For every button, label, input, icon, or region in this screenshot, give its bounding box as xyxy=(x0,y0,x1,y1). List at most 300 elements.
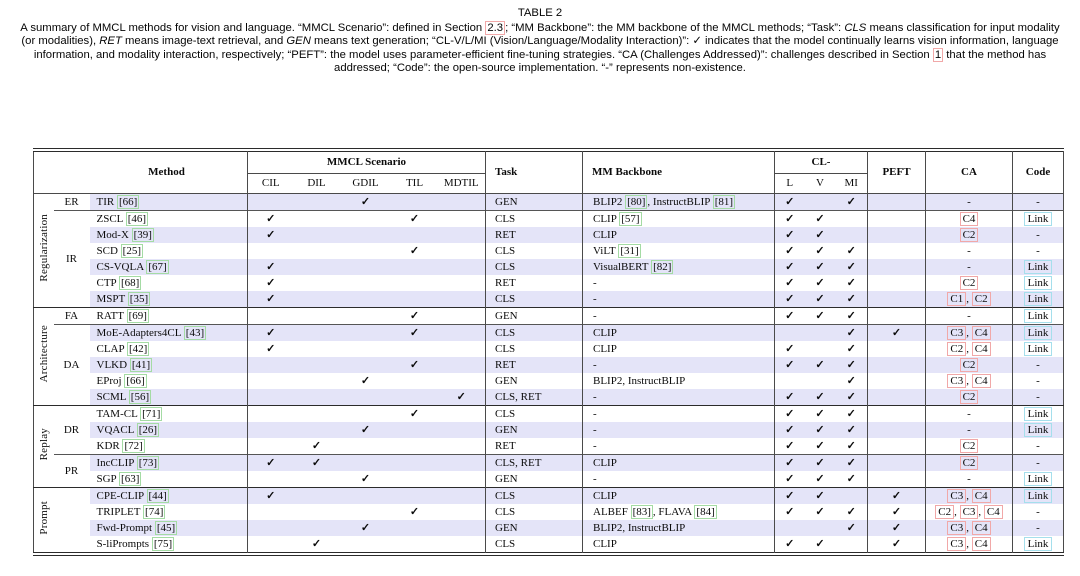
text: EProj xyxy=(96,375,125,387)
cell-code xyxy=(1013,422,1064,438)
column-header-ca: CA xyxy=(926,152,1013,194)
mmcl-table xyxy=(33,151,1064,553)
citation-link[interactable]: [57] xyxy=(621,213,640,225)
cell-method xyxy=(90,325,248,342)
checkmark-icon: ✓ xyxy=(815,473,825,485)
caption-segment: means text generation; “CL-V/L/MI (Vision/Language/Modality Interaction)”: ✓ indicates that the model continually learns vision information, language information, and modality interaction, respectively; “PEFT”: the model uses parameter-efficient fine-tuning strategies. “CA (Challenges Addressed)”: challenges described in Section xyxy=(33,35,1059,61)
checkmark-icon: ✓ xyxy=(392,211,438,228)
cell-scenario-dil xyxy=(294,227,340,243)
cell-backbone xyxy=(583,325,775,342)
cell-backbone xyxy=(583,455,775,472)
cell-task: CLS xyxy=(486,341,583,357)
challenge-ref-link[interactable]: C2 xyxy=(960,456,979,470)
checkmark-icon: ✓ xyxy=(340,194,392,211)
checkmark-icon: ✓ xyxy=(868,488,926,505)
cell-cl-v xyxy=(805,341,836,357)
text: CLIP xyxy=(593,490,617,502)
citation-link[interactable]: [80] xyxy=(627,196,646,208)
citation-link[interactable]: [41] xyxy=(131,359,151,371)
cell-code: - xyxy=(1013,520,1064,536)
checkmark-icon: ✓ xyxy=(775,211,805,228)
cell-scenario-dil xyxy=(294,520,340,536)
checkmark-icon: ✓ xyxy=(775,357,805,373)
challenge-ref-link[interactable]: C2 xyxy=(960,276,979,290)
cell-ca: C3 , C4 xyxy=(926,536,1013,553)
citation-link[interactable]: [71] xyxy=(142,408,161,420)
cell-scenario-mdtil xyxy=(438,227,486,243)
cell-method xyxy=(90,243,248,259)
column-header-cl-v: V xyxy=(805,174,836,194)
text: CTP xyxy=(96,277,120,289)
citation-link[interactable]: [63] xyxy=(121,473,140,485)
checkmark-icon: ✓ xyxy=(775,422,805,438)
text: BLIP2, InstructBLIP xyxy=(593,522,686,534)
category-label xyxy=(34,406,54,488)
citation-link[interactable]: [82] xyxy=(653,261,672,273)
cell-task: CLS xyxy=(486,406,583,423)
checkmark-icon: ✓ xyxy=(805,227,836,243)
code-link[interactable]: Link xyxy=(1024,292,1053,306)
cell-peft xyxy=(868,341,926,357)
cell-peft xyxy=(868,373,926,389)
group-label xyxy=(54,488,90,553)
cell-peft xyxy=(868,291,926,308)
category-label-text: Prompt xyxy=(37,500,50,535)
cell-backbone: - xyxy=(583,471,775,488)
cell-scenario-dil xyxy=(294,389,340,406)
checkmark-icon: ✓ xyxy=(805,488,836,505)
cell-scenario-mdtil xyxy=(438,275,486,291)
challenge-ref-link[interactable]: C2 xyxy=(972,292,991,306)
cell-code xyxy=(1013,488,1064,505)
checkmark-icon: ✓ xyxy=(248,275,294,291)
cell-backbone xyxy=(583,504,775,520)
checkmark-icon: ✓ xyxy=(846,473,856,485)
cell-backbone: - xyxy=(583,422,775,438)
checkmark-icon: ✓ xyxy=(836,357,868,373)
cell-code xyxy=(1013,536,1064,553)
text: ViLT xyxy=(593,245,619,257)
challenge-ref-link[interactable]: C4 xyxy=(972,326,991,340)
citation-link[interactable]: [66] xyxy=(126,375,145,387)
cell-scenario-til xyxy=(392,227,438,243)
cell-scenario-dil xyxy=(294,275,340,291)
cell-backbone xyxy=(583,373,775,389)
cell-scenario-dil xyxy=(294,194,340,211)
cell-cl-v xyxy=(805,325,836,342)
cell-peft xyxy=(868,471,926,488)
citation-link[interactable]: [26] xyxy=(138,424,158,436)
cell-backbone xyxy=(583,211,775,228)
category-label xyxy=(34,488,54,553)
cell-ca: C1 , C2 xyxy=(926,291,1013,308)
citation-link[interactable]: [42] xyxy=(128,343,148,355)
checkmark-icon: ✓ xyxy=(836,194,868,211)
cell-scenario-cil xyxy=(248,438,294,455)
cell-task: CLS xyxy=(486,488,583,505)
table-body xyxy=(34,194,1064,553)
cell-peft xyxy=(868,211,926,228)
cell-peft xyxy=(868,259,926,275)
challenge-ref-link[interactable]: C3 xyxy=(960,505,979,519)
text: IncCLIP xyxy=(96,457,137,469)
checkmark-icon: ✓ xyxy=(248,341,294,357)
cell-cl-mi xyxy=(836,227,868,243)
cell-peft xyxy=(868,194,926,211)
cell-ca xyxy=(926,389,1013,406)
cell-scenario-dil xyxy=(294,406,340,423)
code-link[interactable]: Link xyxy=(1024,537,1053,551)
cell-ca: C3 , C4 xyxy=(926,520,1013,536)
text: , FLAVA xyxy=(652,506,695,518)
citation-link[interactable]: [56] xyxy=(130,391,150,403)
caption-segment: ; “MM Backbone”: the MM backbone of the MMCL methods; “Task”: xyxy=(505,21,845,34)
checkmark-icon: ✓ xyxy=(775,438,805,455)
cell-ca: - xyxy=(926,471,1013,488)
column-header-dil: DIL xyxy=(294,174,340,194)
table-row xyxy=(34,389,1064,406)
text: KDR xyxy=(96,440,123,452)
section-ref-link[interactable]: 1 xyxy=(934,48,942,61)
challenge-ref-link[interactable]: C3 xyxy=(947,537,966,551)
cell-scenario-mdtil xyxy=(438,488,486,505)
cell-scenario-gdil xyxy=(340,488,392,505)
challenge-ref-link[interactable]: C2 xyxy=(960,228,979,242)
cell-method xyxy=(90,536,248,553)
cell-cl-mi xyxy=(836,488,868,505)
citation-link[interactable]: [84] xyxy=(696,506,715,518)
challenge-ref-link[interactable]: C4 xyxy=(972,374,991,388)
table-row xyxy=(34,227,1064,243)
cell-code: - xyxy=(1013,455,1064,472)
cell-scenario-gdil xyxy=(340,438,392,455)
cell-code: - xyxy=(1013,389,1064,406)
cell-scenario-mdtil xyxy=(438,308,486,325)
cell-scenario-cil xyxy=(248,406,294,423)
citation-link[interactable]: [66] xyxy=(118,196,138,208)
challenge-ref-link[interactable]: C2 xyxy=(960,439,979,453)
checkmark-icon: ✓ xyxy=(805,211,836,228)
checkmark-icon: ✓ xyxy=(815,245,825,257)
cell-code xyxy=(1013,341,1064,357)
code-link[interactable]: Link xyxy=(1024,212,1053,226)
checkmark-icon: ✓ xyxy=(438,389,486,406)
code-link[interactable]: Link xyxy=(1024,326,1053,340)
cell-scenario-mdtil xyxy=(438,291,486,308)
cell-method xyxy=(90,227,248,243)
cell-scenario-gdil xyxy=(340,243,392,259)
challenge-ref-link[interactable]: C3 xyxy=(947,374,966,388)
checkmark-icon: ✓ xyxy=(775,275,805,291)
checkmark-icon: ✓ xyxy=(846,375,856,387)
code-link[interactable]: Link xyxy=(1024,260,1053,274)
text: TIR xyxy=(96,196,117,208)
cell-scenario-cil xyxy=(248,389,294,406)
table-row xyxy=(34,341,1064,357)
cell-cl-mi xyxy=(836,211,868,228)
cell-scenario-dil xyxy=(294,291,340,308)
cell-code: - xyxy=(1013,243,1064,259)
challenge-ref-link[interactable]: C4 xyxy=(984,505,1003,519)
cell-scenario-gdil xyxy=(340,259,392,275)
checkmark-icon: ✓ xyxy=(868,325,926,342)
citation-link[interactable]: [73] xyxy=(138,457,158,469)
checkmark-icon: ✓ xyxy=(775,504,805,520)
text: SCML xyxy=(96,391,129,403)
cell-ca xyxy=(926,211,1013,228)
checkmark-icon: ✓ xyxy=(775,406,805,423)
checkmark-icon: ✓ xyxy=(248,455,294,472)
cell-scenario-til xyxy=(392,194,438,211)
cell-task: RET xyxy=(486,438,583,455)
cell-scenario-cil xyxy=(248,422,294,438)
cell-task: GEN xyxy=(486,373,583,389)
column-header-cl: CL- xyxy=(775,152,868,174)
checkmark-icon: ✓ xyxy=(775,291,805,308)
challenge-ref-link[interactable]: C2 xyxy=(960,358,979,372)
checkmark-icon: ✓ xyxy=(392,325,438,342)
cell-peft xyxy=(868,406,926,423)
group-label: FA xyxy=(54,308,90,325)
checkmark-icon: ✓ xyxy=(846,277,856,289)
cell-scenario-mdtil xyxy=(438,211,486,228)
column-header-gdil: GDIL xyxy=(340,174,392,194)
text: CLIP xyxy=(593,213,620,225)
table-row xyxy=(34,438,1064,455)
checkmark-icon: ✓ xyxy=(836,291,868,308)
checkmark-icon: ✓ xyxy=(815,440,825,452)
cell-ca: - xyxy=(926,406,1013,423)
cell-scenario-gdil xyxy=(340,308,392,325)
checkmark-icon: ✓ xyxy=(775,259,805,275)
cell-scenario-mdtil xyxy=(438,520,486,536)
cell-scenario-dil xyxy=(294,259,340,275)
cell-backbone: - xyxy=(583,438,775,455)
code-link[interactable]: Link xyxy=(1024,423,1053,437)
section-ref-link[interactable]: 2.3 xyxy=(487,21,504,34)
cell-scenario-dil xyxy=(294,325,340,342)
checkmark-icon: ✓ xyxy=(248,211,294,228)
cell-scenario-mdtil xyxy=(438,504,486,520)
challenge-ref-link[interactable]: C4 xyxy=(972,537,991,551)
cell-scenario-mdtil xyxy=(438,406,486,423)
text: CLAP xyxy=(96,343,127,355)
checkmark-icon: ✓ xyxy=(248,325,294,342)
cell-peft xyxy=(868,455,926,472)
checkmark-icon: ✓ xyxy=(775,488,805,505)
column-header-method: Method xyxy=(34,152,248,194)
table-caption-text xyxy=(20,21,1059,75)
citation-link[interactable]: [74] xyxy=(145,506,164,518)
table-row xyxy=(34,520,1064,536)
caption-segment: RET xyxy=(99,35,122,48)
cell-scenario-dil xyxy=(294,308,340,325)
text: CPE-CLIP xyxy=(96,490,147,502)
challenge-ref-link[interactable]: C3 xyxy=(947,489,966,503)
cell-peft xyxy=(868,438,926,455)
code-link[interactable]: Link xyxy=(1024,309,1053,323)
cell-method xyxy=(90,357,248,373)
checkmark-icon: ✓ xyxy=(340,520,392,536)
checkmark-icon: ✓ xyxy=(392,357,438,373)
cell-method xyxy=(90,211,248,228)
table-row xyxy=(34,357,1064,373)
citation-link[interactable]: [72] xyxy=(124,440,143,452)
checkmark-icon: ✓ xyxy=(248,488,294,505)
header-row-1 xyxy=(34,152,1064,174)
table-row xyxy=(34,243,1064,259)
cell-ca: - xyxy=(926,259,1013,275)
cell-cl-mi xyxy=(836,536,868,553)
checkmark-icon: ✓ xyxy=(836,422,868,438)
caption-segment: CLS xyxy=(844,21,867,34)
checkmark-icon: ✓ xyxy=(805,406,836,423)
cell-backbone xyxy=(583,243,775,259)
cell-code xyxy=(1013,471,1064,488)
checkmark-icon: ✓ xyxy=(775,243,805,259)
checkmark-icon: ✓ xyxy=(360,473,371,485)
cell-peft xyxy=(868,308,926,325)
citation-link[interactable]: [43] xyxy=(185,327,205,339)
cell-scenario-dil xyxy=(294,243,340,259)
cell-method xyxy=(90,422,248,438)
citation-link[interactable]: [83] xyxy=(632,506,651,518)
citation-link[interactable]: [25] xyxy=(122,245,141,257)
cell-task: CLS xyxy=(486,243,583,259)
table-row xyxy=(34,373,1064,389)
cell-task: CLS xyxy=(486,291,583,308)
cell-ca: - xyxy=(926,422,1013,438)
cell-ca xyxy=(926,455,1013,472)
checkmark-icon: ✓ xyxy=(815,277,825,289)
text: CLIP xyxy=(593,327,617,339)
citation-link[interactable]: [69] xyxy=(128,310,147,322)
cell-scenario-gdil xyxy=(340,341,392,357)
cell-task: GEN xyxy=(486,308,583,325)
cell-scenario-dil xyxy=(294,341,340,357)
table-row xyxy=(34,455,1064,472)
cell-scenario-mdtil xyxy=(438,341,486,357)
cell-scenario-mdtil xyxy=(438,373,486,389)
citation-link[interactable]: [44] xyxy=(148,490,167,502)
cell-ca: C2 , C4 xyxy=(926,341,1013,357)
cell-scenario-mdtil xyxy=(438,194,486,211)
cell-ca xyxy=(926,357,1013,373)
cell-task: GEN xyxy=(486,194,583,211)
cell-backbone: - xyxy=(583,308,775,325)
citation-link[interactable]: [35] xyxy=(129,293,149,305)
challenge-ref-link[interactable]: C4 xyxy=(972,489,991,503)
cell-task: GEN xyxy=(486,520,583,536)
cell-scenario-til xyxy=(392,471,438,488)
challenge-ref-link[interactable]: C2 xyxy=(935,505,954,519)
table-row xyxy=(34,325,1064,342)
challenge-ref-link[interactable]: C3 xyxy=(947,326,966,340)
text: BLIP2, InstructBLIP xyxy=(593,375,686,387)
cell-scenario-til xyxy=(392,259,438,275)
cell-scenario-dil xyxy=(294,373,340,389)
challenge-ref-link[interactable]: C4 xyxy=(972,521,991,535)
cell-method xyxy=(90,259,248,275)
table-row xyxy=(34,536,1064,553)
challenge-ref-link[interactable]: C1 xyxy=(947,292,966,306)
cell-method xyxy=(90,504,248,520)
citation-link[interactable]: [46] xyxy=(127,213,147,225)
cell-task: GEN xyxy=(486,471,583,488)
checkmark-icon: ✓ xyxy=(392,308,438,325)
checkmark-icon: ✓ xyxy=(846,343,856,355)
text: VisualBERT xyxy=(593,261,652,273)
cell-code xyxy=(1013,325,1064,342)
cell-method xyxy=(90,438,248,455)
text: MoE-Adapters4CL xyxy=(96,327,184,339)
text: CLIP xyxy=(593,229,617,241)
code-link[interactable]: Link xyxy=(1024,407,1053,421)
citation-link[interactable]: [81] xyxy=(714,196,734,208)
cell-scenario-til xyxy=(392,455,438,472)
code-link[interactable]: Link xyxy=(1024,489,1053,503)
challenge-ref-link[interactable]: C4 xyxy=(960,212,979,226)
citation-link[interactable]: [75] xyxy=(153,538,173,550)
category-label-text: Architecture xyxy=(37,325,50,383)
cell-code xyxy=(1013,259,1064,275)
table-row xyxy=(34,194,1064,211)
cell-method xyxy=(90,275,248,291)
citation-link[interactable]: [31] xyxy=(620,245,639,257)
citation-link[interactable]: [45] xyxy=(156,522,176,534)
cell-ca: C2 , C3 , C4 xyxy=(926,504,1013,520)
cell-scenario-til xyxy=(392,275,438,291)
challenge-ref-link[interactable]: C3 xyxy=(947,521,966,535)
text: , InstructBLIP xyxy=(647,196,713,208)
code-link[interactable]: Link xyxy=(1024,472,1053,486)
checkmark-icon: ✓ xyxy=(311,440,322,452)
checkmark-icon: ✓ xyxy=(846,440,856,452)
cell-scenario-mdtil xyxy=(438,471,486,488)
cell-peft xyxy=(868,275,926,291)
group-label: IR xyxy=(54,211,90,308)
cell-scenario-til xyxy=(392,438,438,455)
cell-cl-v xyxy=(805,520,836,536)
checkmark-icon: ✓ xyxy=(775,536,805,553)
cell-scenario-gdil xyxy=(340,406,392,423)
cell-method xyxy=(90,308,248,325)
citation-link[interactable]: [68] xyxy=(121,277,140,289)
column-header-backbone: MM Backbone xyxy=(583,152,775,194)
cell-ca xyxy=(926,438,1013,455)
checkmark-icon: ✓ xyxy=(294,455,340,472)
challenge-ref-link[interactable]: C2 xyxy=(960,390,979,404)
caption-segment: that the method has addressed; “Code”: the open-source implementation. “-” represents non-existence. xyxy=(334,48,1047,75)
table-row xyxy=(34,211,1064,228)
citation-link[interactable]: [67] xyxy=(148,261,167,273)
text: Mod-X xyxy=(96,229,132,241)
code-link[interactable]: Link xyxy=(1024,276,1053,290)
cell-task: CLS xyxy=(486,536,583,553)
cell-scenario-til xyxy=(392,291,438,308)
cell-backbone xyxy=(583,194,775,211)
cell-backbone: - xyxy=(583,389,775,406)
caption-segment: means classification for input modality (or modalities), xyxy=(21,21,1060,48)
cell-method xyxy=(90,471,248,488)
code-link[interactable]: Link xyxy=(1024,342,1053,356)
cell-backbone xyxy=(583,536,775,553)
citation-link[interactable]: [39] xyxy=(133,229,152,241)
challenge-ref-link[interactable]: C4 xyxy=(972,342,991,356)
cell-scenario-gdil xyxy=(340,389,392,406)
text: CLIP xyxy=(593,343,617,355)
challenge-ref-link[interactable]: C2 xyxy=(947,342,966,356)
